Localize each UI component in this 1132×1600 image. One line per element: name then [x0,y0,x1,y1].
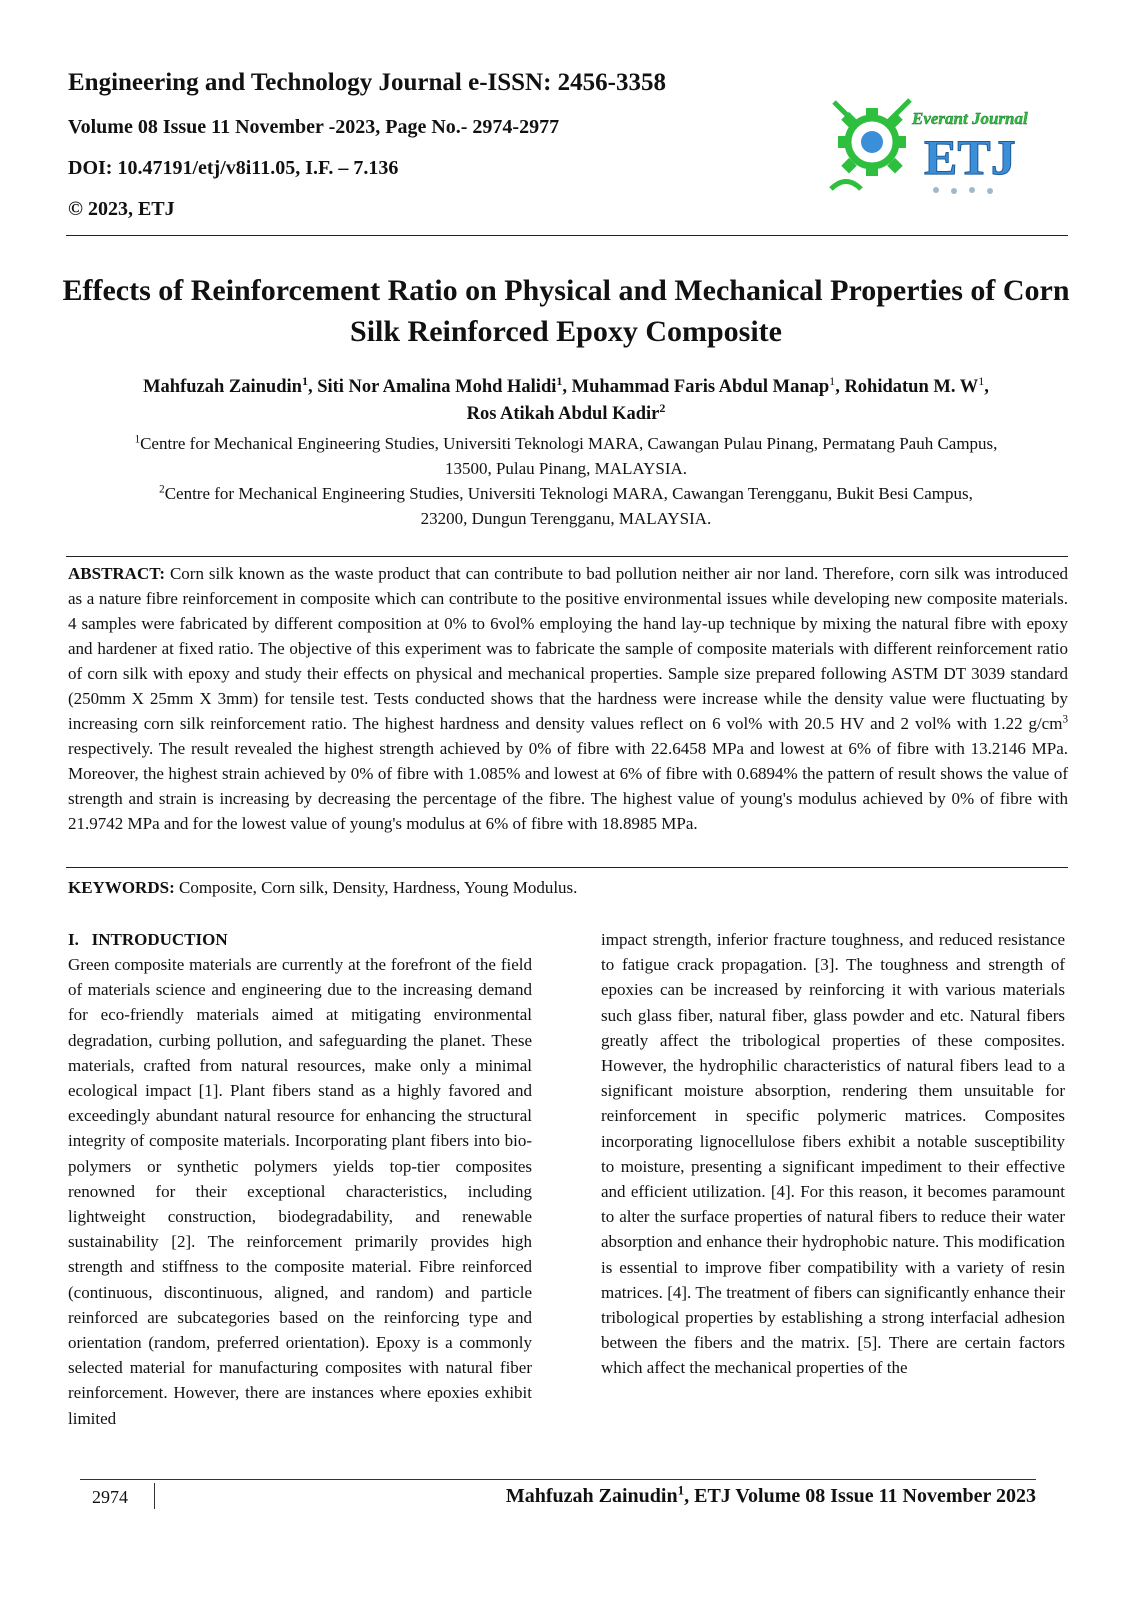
author-name: Muhammad Faris Abdul Manap [571,377,830,397]
author-affiliation-mark: 1 [829,373,836,388]
abstract-bottom-divider [66,867,1068,868]
etj-logo-graphic [826,94,1040,200]
author-affiliation-mark: 1 [301,373,308,388]
keywords-text: Composite, Corn silk, Density, Hardness, Young Modulus. [174,878,578,897]
footer-divider [80,1479,1036,1480]
intro-left-column [68,927,532,1431]
abstract-text-continued: respectively. The result revealed the highest strength achieved by 0% of fibre with 22.6458 MPa and lowest at 6% of fibre with 13.2146 MPa. Moreover, the highest strain achieved by 0% of fibre with 1.085% and lowest at 6% of fibre with 0.6894% the pattern of result shows the value of strength and strain is increasing by decreasing the percentage of the fibre. The highest value of young's modulus achieved by 0% of fibre with 21.9742 MPa and for the lowest value of young's modulus at 6% of fibre with 18.8985 MPa. [68,739,1068,833]
paper-title: Effects of Reinforcement Ratio on Physical and Mechanical Properties of Corn Silk Reinforced Epoxy Composite [62,274,1070,348]
author-affiliation-mark: 1 [978,373,985,388]
author-name: Ros Atikah Abdul Kadir [466,404,660,424]
section-heading: I. INTRODUCTION [68,930,228,949]
affiliation-1: $^1$Centre for Mechanical Engineering Studies, Universiti Teknologi MARA, Cawangan Pulau Pinang, Permatang Pauh Campus, [134,433,998,453]
author-affiliation-mark: 1 [556,373,563,388]
author-line-2 [60,401,1072,428]
affiliation-2: $^2$Centre for Mechanical Engineering Studies, Universiti Teknologi MARA, Cawangan Terengganu, Bukit Besi Campus, [159,483,973,503]
journal-header [68,66,666,223]
header-divider [66,235,1068,236]
journal-logo [826,94,1040,200]
intro-paragraph: Green composite materials are currently at the forefront of the field of materials science and engineering due to the increasing demand for eco-friendly materials aimed at mitigating environmental degradation, curbing pollution, and safeguarding the planet. These materials, crafted from natural resources, make only a minimal ecological impact [1]. Plant fibers stand as a highly favored and exceedingly abundant natural resource for enhancing the structural integrity of composite materials. Incorporating plant fibers into bio-polymers or synthetic polymers yields top-tier composites renowned for their exceptional characteristics, including lightweight construction, biodegradability, and renewable sustainability [2]. The reinforcement primarily provides high strength and stiffness to the composite material. Fibre reinforced (continuous, discontinuous, aligned, and random) and particle reinforced are subcategories based on the reinforcing type and orientation (random, preferred orientation). Epoxy is a commonly selected material for manufacturing composites with natural fiber reinforcement. However, there are instances where epoxies exhibit limited [68,955,532,1428]
footer-separator [154,1483,155,1509]
affiliations [60,431,1072,531]
intro-paragraph-continued: impact strength, inferior fracture toughness, and reduced resistance to fatigue crack propagation. [3]. The toughness and strength of epoxies can be increased by reinforcing it with various materials such glass fiber, natural fiber, glass powder and etc. Natural fibers greatly affect the tribological properties of these composites. However, the hydrophilic characteristics of natural fibers lead to a significant moisture absorption, rendering them unsuitable for reinforcement in specific polymeric matrices. Composites incorporating lignocellulose fibers exhibit a notable susceptibility to moisture, presenting a significant impediment to their effective and efficient utilization. [4]. For this reason, it becomes paramount to alter the surface properties of natural fibers to reduce their water absorption and enhance their hydrophobic nature. This modification is essential to improve fiber compatibility with a variety of resin matrices. [4]. The treatment of fibers can significantly enhance their tribological properties by establishing a strong interfacial adhesion between the fibers and the matrix. [5]. There are certain factors which affect the mechanical properties of the [601,930,1065,1378]
logo-text-main: ETJ [924,129,1016,185]
doi-info: DOI: 10.47191/etj/v8i11.05, I.F. – 7.136 [68,157,399,179]
abstract-top-divider [66,556,1068,557]
keywords-label: KEYWORDS: [68,878,175,897]
logo-text-top: Everant Journal [912,109,1028,128]
abstract-label: ABSTRACT: [68,564,165,583]
author-name: Siti Nor Amalina Mohd Halidi [317,377,557,397]
volume-info: Volume 08 Issue 11 November -2023, Page No.- 2974-2977 [68,116,560,138]
author-line-1: Mahfuzah Zainudin$^1$, Siti Nor Amalina Mohd Halidi$^1$, Muhammad Faris Abdul Manap$^1$, Rohidatun M. $W^1$, [143,373,989,397]
author-affiliation-mark: 2 [659,400,666,415]
affiliation-1-address: 13500, Pulau Pinang, MALAYSIA. [444,459,688,478]
author-name: Rohidatun M. W [844,377,979,397]
author-name: Mahfuzah Zainudin [143,377,302,397]
journal-name: Engineering and Technology Journal e-ISSN: 2456-3358 [68,69,667,96]
copyright: © 2023, ETJ [68,198,175,220]
intro-right-column [601,927,1065,1381]
abstract-text: Corn silk known as the waste product that can contribute to bad pollution neither air nor land. Therefore, corn silk was introduced as a nature fibre reinforcement in composite which can contribute to the positive environmental issues while developing new composite materials. 4 samples were fabricated by different composition at 0% to 6vol% employing the hand lay-up technique by mixing the natural fibre with epoxy and hardener at fixed ratio. The objective of this experiment was to fabricate the sample of composite materials with different reinforcement ratio of corn silk with epoxy and study their effects on physical and mechanical properties. Sample size prepared following ASTM DT 3039 standard (250mm X 25mm X 3mm) for tensile test. Tests conducted shows that the hardness were increase while the density value were fluctuating by increasing corn silk reinforcement ratio. The highest hardness and density values reflect on 6 vol% with 20.5 HV and 2 vol% with 1.22 g/cm [68,564,1068,733]
keywords [68,875,1068,900]
author-list [60,374,1072,428]
abstract: ABSTRACT: Corn silk known as the waste product that can contribute to bad pollution neither air nor land. Therefore, corn silk was introduced as a nature fibre reinforcement in composite which can contribute to the positive environmental issues while developing new composite materials. 4 samples were fabricated by different composition at 0% to 6vol% employing the hand lay-up technique by mixing the natural fibre with epoxy and hardener at fixed ratio. The objective of this experiment was to fabricate the sample of composite materials with different reinforcement ratio of corn silk with epoxy and study their effects on physical and mechanical properties. Sample size prepared following ASTM DT 3039 standard (250mm X 25mm X 3mm) for tensile test. Tests conducted shows that the hardness were increase while the density value were fluctuating by increasing corn silk reinforcement ratio. The highest hardness and density values reflect on 6 vol% with 20.5 HV and 2 vol% with 1.22 $g/cm^3$ respectively. The result revealed the highest strength achieved by 0% of fibre with 22.6458 MPa and lowest at 6% of fibre with 13.2146 MPa. Moreover, the highest strain achieved by 0% of fibre with 1.085% and lowest at 6% of fibre with 0.6894% the pattern of result shows the value of strength and strain is increasing by decreasing the percentage of the fibre. The highest value of young's modulus achieved by 0% of fibre with 21.9742 MPa and for the lowest value of young's modulus at 6% of fibre with 18.8985 MPa. [68,564,1068,833]
page-number: 2974 [92,1487,128,1507]
affiliation-2-address: 23200, Dungun Terengganu, MALAYSIA. [420,509,712,528]
running-footer: Mahfuzah Zainudin$^1$, ETJ Volume 08 Issue 11 November 2023 [505,1482,1036,1507]
